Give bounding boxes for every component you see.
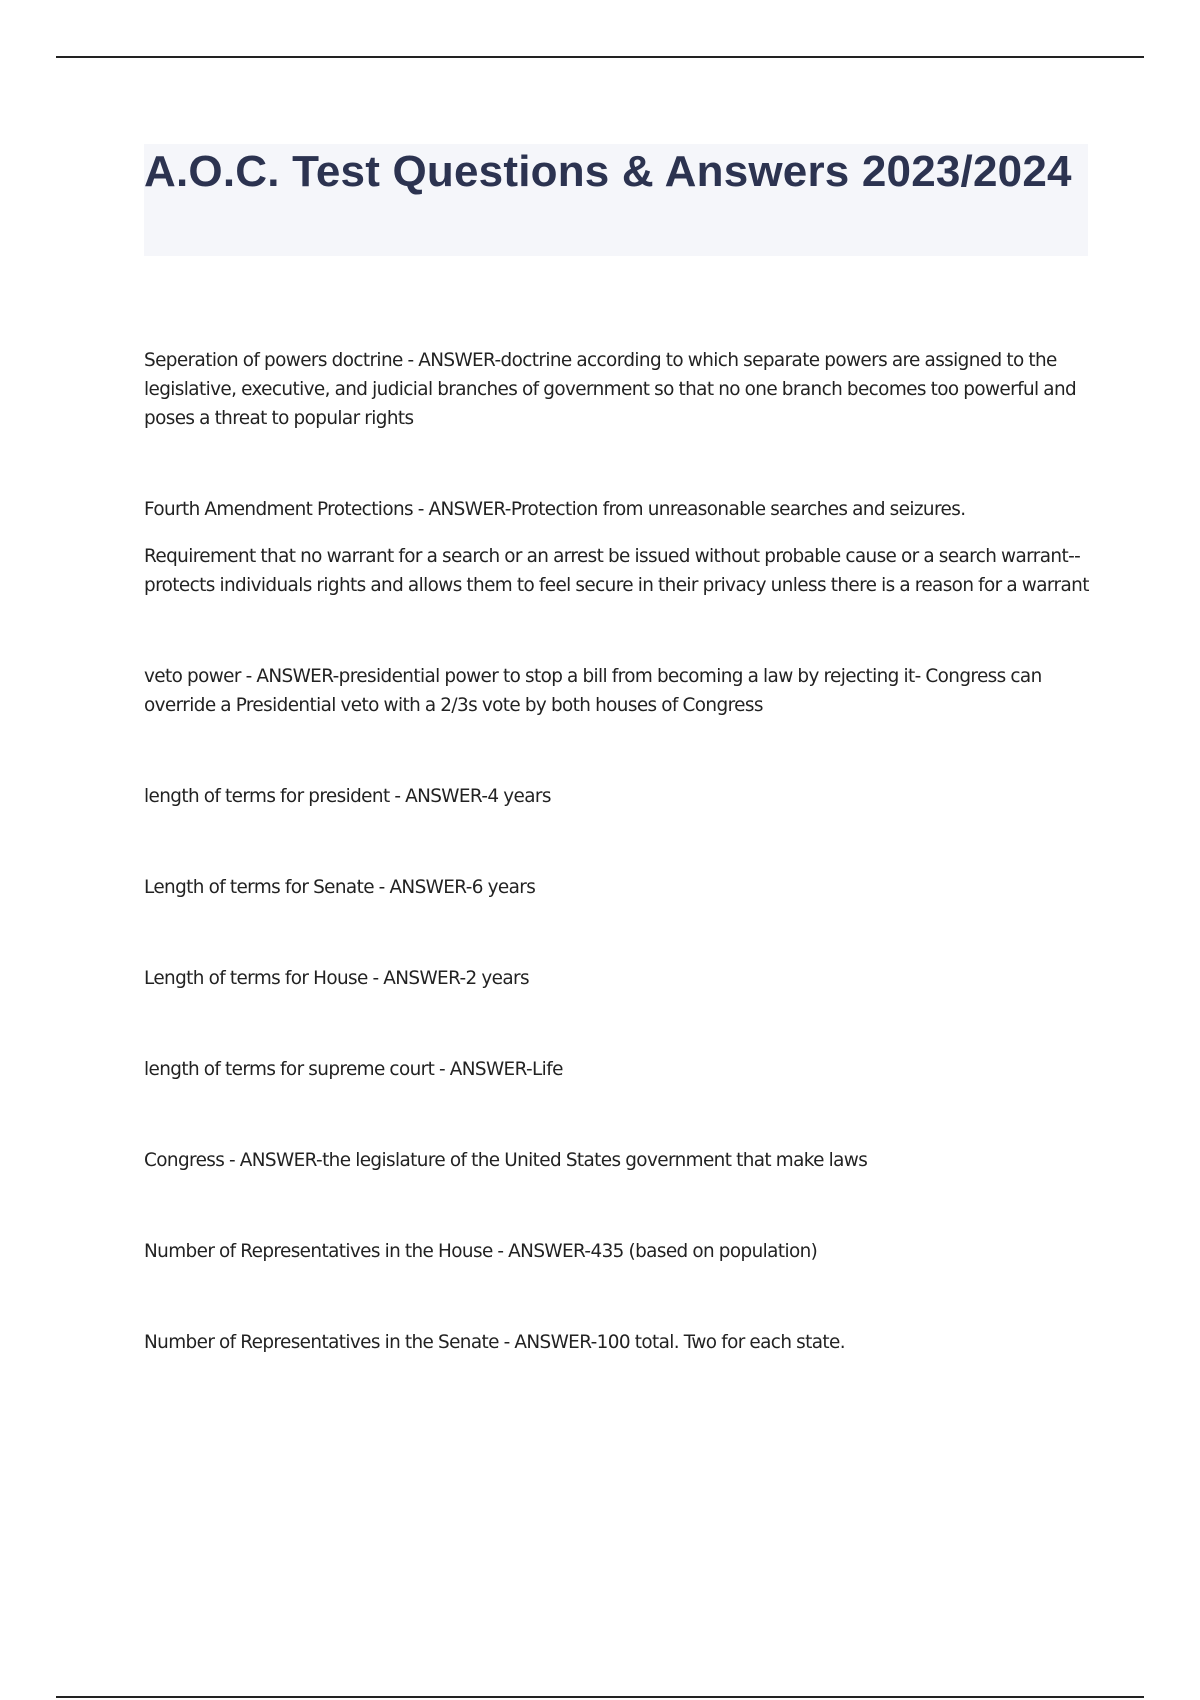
title-banner: [144, 144, 1088, 256]
qa-entry: Fourth Amendment Protections - ANSWER-Protection from unreasonable searches and seizures.: [144, 499, 966, 520]
qa-entry: Length of terms for House - ANSWER-2 years: [144, 968, 529, 989]
qa-entry-continuation: Requirement that no warrant for a search or an arrest be issued without probable cause or a search warrant--protects individuals rights and allows them to feel secure in their privacy unless there is a reason for a warrant: [144, 546, 1089, 596]
qa-entry: Seperation of powers doctrine - ANSWER-doctrine according to which separate powers are assigned to the legislative, executive, and judicial branches of government so that no one branch becomes too powerful and poses a threat to popular rights: [144, 350, 1077, 429]
qa-entry: Congress - ANSWER-the legislature of the United States government that make laws: [144, 1150, 868, 1171]
bottom-divider: [56, 1696, 1144, 1698]
qa-list: [144, 346, 1090, 1357]
qa-entry: length of terms for supreme court - ANSWER-Life: [144, 1059, 563, 1080]
qa-entry: Length of terms for Senate - ANSWER-6 years: [144, 877, 536, 898]
qa-entry: veto power - ANSWER-presidential power to stop a bill from becoming a law by rejecting it- Congress can override a Presidential veto with a 2/3s vote by both houses of Congress: [144, 666, 1042, 716]
qa-entry: Number of Representatives in the House - ANSWER-435 (based on population): [144, 1241, 818, 1262]
qa-entry: length of terms for president - ANSWER-4 years: [144, 786, 551, 807]
qa-entry: Number of Representatives in the Senate - ANSWER-100 total. Two for each state.: [144, 1332, 845, 1353]
top-divider: [56, 56, 1144, 58]
document-title: A.O.C. Test Questions & Answers 2023/2024: [144, 147, 1072, 196]
